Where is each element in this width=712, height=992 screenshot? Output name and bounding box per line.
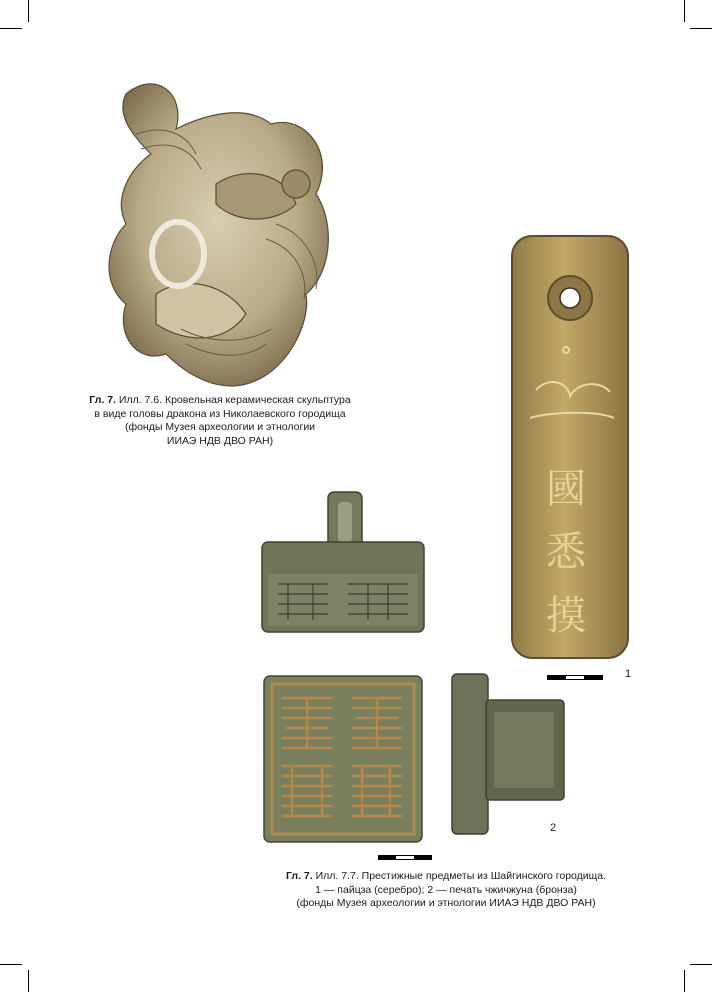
crop-mark [690,964,712,965]
seal-side-photo [450,672,566,836]
dragon-head-photo [96,74,344,392]
scale-bar-2 [378,855,432,860]
seal-face-photo [262,674,424,844]
caption-line-4: ИИАЭ НДВ ДВО РАН) [166,434,274,447]
caption-line-3: (фонды Музея археологии и этнологии ИИАЭ НДВ ДВО РАН) [296,897,596,909]
paiza-inscription-char: 摸 [546,593,586,639]
caption-line-1: Илл. 7.7. Престижные предметы из Шайгинского городища. [315,870,607,882]
caption-line-2: в виде головы дракона из Николаевского городища [94,407,346,420]
caption-chapter: Гл. 7. [89,394,116,406]
crop-mark [684,0,685,22]
paiza-inscription-char: 國 [546,466,586,512]
crop-mark [28,0,29,22]
crop-mark [0,964,22,965]
paiza-inscription-char: 悉 [546,529,586,575]
crop-mark [684,970,685,992]
figure-7-7-caption [236,870,656,911]
caption-chapter: Гл. 7. [285,870,313,882]
crop-mark [690,28,712,29]
scale-bar-1 [547,675,603,680]
caption-line-3: (фонды Музея археологии и этнологии [124,421,316,433]
item-1-label: 1 [625,668,632,680]
crop-mark [28,970,29,992]
item-2-label: 2 [550,822,557,834]
crop-mark [0,28,22,29]
seal-top-photo [258,490,428,636]
paiza-photo [508,232,632,662]
figure-7-6-caption [60,394,380,448]
caption-line-2: 1 — пайцза (серебро); 2 — печать чжичжуна (бронза) [315,883,577,896]
caption-line-1: Илл. 7.6. Кровельная керамическая скульптура [118,394,351,406]
